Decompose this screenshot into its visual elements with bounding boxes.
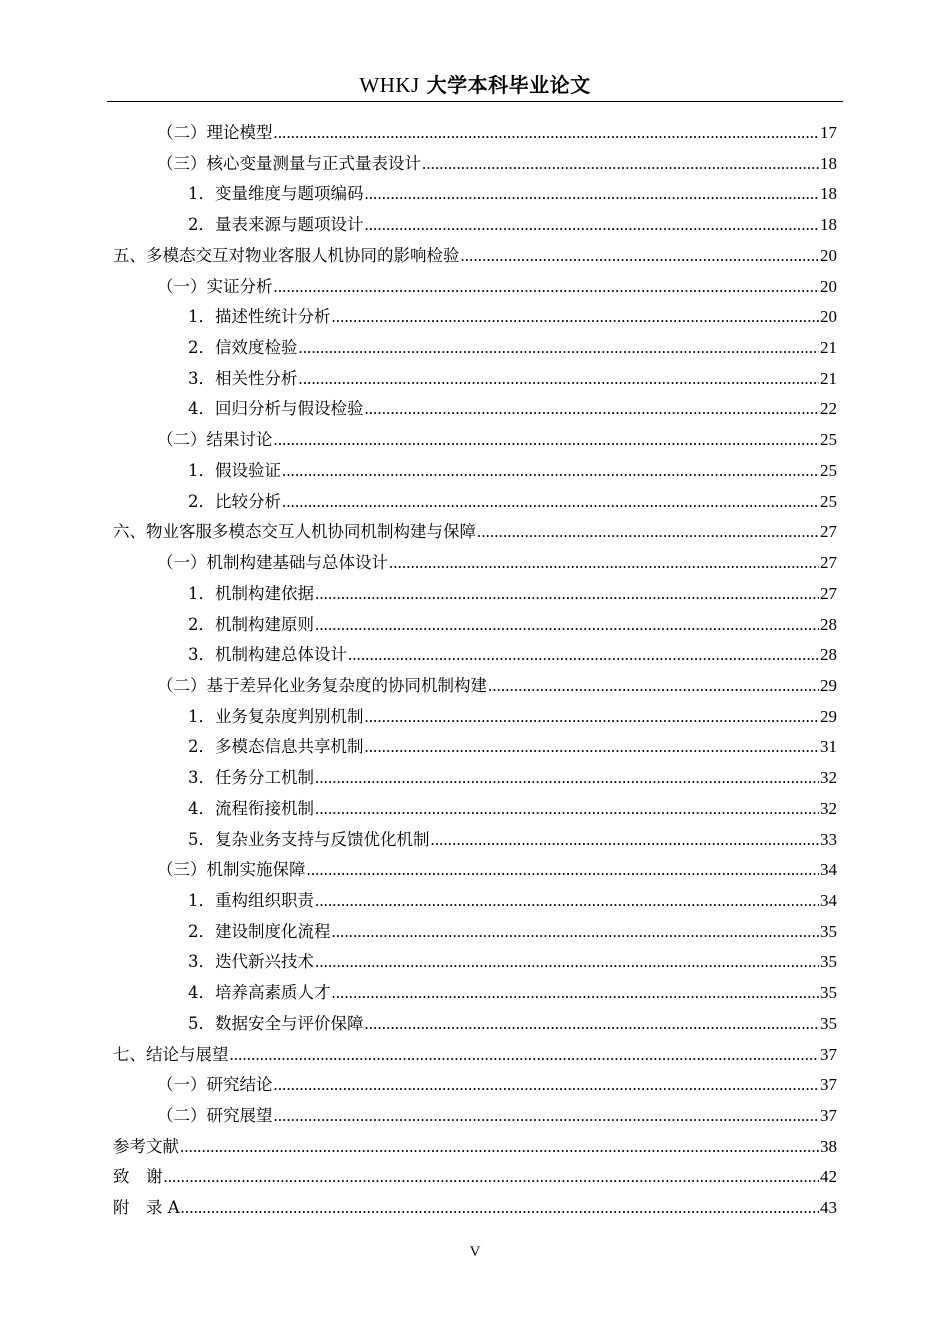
toc-entry-page: 25 xyxy=(820,491,837,511)
dot-leader xyxy=(230,1040,820,1070)
toc-entry[interactable] xyxy=(188,1009,837,1039)
toc-entry-page: 43 xyxy=(820,1198,837,1218)
toc-entry[interactable] xyxy=(188,947,837,977)
toc-entry-title: 4．培养高素质人才 xyxy=(188,983,331,1003)
toc-entry-page: 27 xyxy=(820,522,837,542)
page-number: V xyxy=(469,1244,481,1260)
toc-entry-title: （三）核心变量测量与正式量表设计 xyxy=(157,153,421,173)
toc-entry-page: 29 xyxy=(820,706,837,726)
toc-entry-page: 35 xyxy=(820,983,837,1003)
toc-entry-title: 4．回归分析与假设检验 xyxy=(188,399,364,419)
toc-entry[interactable] xyxy=(157,272,837,302)
toc-entry-page: 32 xyxy=(820,768,837,788)
toc-entry-title: 5．复杂业务支持与反馈优化机制 xyxy=(188,829,430,849)
toc-entry[interactable] xyxy=(188,917,837,947)
dot-leader xyxy=(365,1009,820,1039)
dot-leader xyxy=(274,1101,820,1131)
toc-entry[interactable] xyxy=(188,794,837,824)
dot-leader xyxy=(181,1193,819,1223)
toc-entry-page: 37 xyxy=(820,1075,837,1095)
toc-entry-page: 31 xyxy=(820,737,837,757)
toc-entry-page: 25 xyxy=(820,460,837,480)
toc-entry-page: 34 xyxy=(820,891,837,910)
dot-leader xyxy=(365,179,820,209)
toc-entry-page: 28 xyxy=(820,614,837,634)
dot-leader xyxy=(315,763,819,793)
toc-entry-title: （二）理论模型 xyxy=(157,123,273,142)
toc-entry-page: 18 xyxy=(820,184,837,204)
toc-entry[interactable] xyxy=(113,1132,837,1162)
toc-entry[interactable] xyxy=(157,1070,837,1100)
dot-leader xyxy=(477,517,819,547)
toc-entry-page: 20 xyxy=(820,276,837,296)
dot-leader xyxy=(332,917,820,947)
toc-entry-title: 参考文献 xyxy=(113,1136,179,1156)
toc-entry-page: 34 xyxy=(820,860,837,880)
toc-entry-title: 致 谢 xyxy=(113,1167,163,1187)
toc-entry-title: 2．多模态信息共享机制 xyxy=(188,737,364,757)
toc-entry[interactable] xyxy=(188,640,837,670)
toc-entry-page: 22 xyxy=(820,399,837,419)
toc-entry-page: 37 xyxy=(820,1044,837,1064)
toc-entry-title: 七、结论与展望 xyxy=(113,1044,229,1064)
dot-leader xyxy=(422,149,819,179)
toc-entry[interactable] xyxy=(113,517,837,547)
toc-entry-title: （一）研究结论 xyxy=(157,1075,273,1095)
toc-entry-page: 21 xyxy=(820,368,837,388)
toc-entry[interactable] xyxy=(188,210,837,240)
toc-entry[interactable] xyxy=(188,978,837,1008)
toc-entry-title: 六、物业客服多模态交互人机协同机制构建与保障 xyxy=(113,522,476,542)
toc-entry[interactable] xyxy=(113,1162,837,1192)
toc-entry-page: 35 xyxy=(820,952,837,972)
toc-entry[interactable] xyxy=(157,425,837,455)
toc-entry[interactable] xyxy=(188,302,837,332)
header-latin: WHKJ xyxy=(359,73,420,97)
dot-leader xyxy=(315,947,819,977)
toc-entry-title: 2．建设制度化流程 xyxy=(188,921,331,941)
dot-leader xyxy=(274,118,820,148)
toc-entry-title: 1．假设验证 xyxy=(188,460,281,480)
toc-entry-title: 1．描述性统计分析 xyxy=(188,307,331,327)
toc-entry-title: 附 录 A xyxy=(113,1198,180,1218)
toc-entry-page: 35 xyxy=(820,1013,837,1033)
toc-entry-title: 2．信效度检验 xyxy=(188,338,298,358)
toc-entry-title: 1．变量维度与题项编码 xyxy=(188,184,364,204)
toc-entry-page: 33 xyxy=(820,829,837,849)
toc-entry[interactable] xyxy=(157,1101,837,1131)
toc-entry-title: 4．流程衔接机制 xyxy=(188,798,314,818)
dot-leader xyxy=(389,548,819,578)
toc-entry-title: 3．机制构建总体设计 xyxy=(188,645,347,665)
toc-entry[interactable] xyxy=(188,732,837,762)
toc-entry[interactable] xyxy=(188,394,837,424)
dot-leader xyxy=(315,794,819,824)
toc-entry-title: 3．相关性分析 xyxy=(188,368,298,388)
dot-leader xyxy=(488,671,819,701)
dot-leader xyxy=(315,579,819,609)
toc-entry-title: 2．机制构建原则 xyxy=(188,614,314,634)
toc-entry[interactable] xyxy=(188,579,837,609)
toc-entry-page: 25 xyxy=(820,430,837,450)
toc-entry[interactable] xyxy=(188,179,837,209)
toc-entry-title: 2．比较分析 xyxy=(188,491,281,511)
toc-entry-page: 18 xyxy=(820,153,837,173)
dot-leader xyxy=(461,241,820,271)
dot-leader xyxy=(315,610,819,640)
toc-entry[interactable] xyxy=(188,763,837,793)
dot-leader xyxy=(365,394,820,424)
toc-entry[interactable] xyxy=(188,886,837,916)
dot-leader xyxy=(332,302,820,332)
toc-entry[interactable] xyxy=(113,241,837,271)
toc-entry-title: 2．量表来源与题项设计 xyxy=(188,215,364,235)
toc-entry-title: （一）实证分析 xyxy=(157,276,273,296)
toc-entry-title: （三）机制实施保障 xyxy=(157,860,306,880)
dot-leader xyxy=(274,1070,820,1100)
toc-entry-page: 37 xyxy=(820,1106,837,1126)
toc-entry-page: 27 xyxy=(820,553,837,573)
dot-leader xyxy=(348,640,819,670)
dot-leader xyxy=(299,364,820,394)
toc-entry-title: 五、多模态交互对物业客服人机协同的影响检验 xyxy=(113,245,460,265)
dot-leader xyxy=(164,1162,820,1192)
header-title: 大学本科毕业论文 xyxy=(426,73,591,97)
dot-leader xyxy=(282,456,819,486)
toc-entry[interactable] xyxy=(113,1193,837,1223)
toc-entry-title: 3．迭代新兴技术 xyxy=(188,952,314,972)
dot-leader xyxy=(274,272,820,302)
toc-entry-page: 20 xyxy=(820,307,837,327)
toc-entry-title: 1．业务复杂度判别机制 xyxy=(188,706,364,726)
dot-leader xyxy=(282,487,819,517)
toc-entry[interactable] xyxy=(157,149,837,179)
toc-entry-page: 32 xyxy=(820,798,837,818)
toc-entry-title: 3．任务分工机制 xyxy=(188,768,314,788)
dot-leader xyxy=(315,886,819,916)
toc-entry[interactable] xyxy=(188,825,837,855)
toc-entry-page: 38 xyxy=(820,1136,837,1156)
toc-entry[interactable] xyxy=(157,855,837,885)
toc-entry[interactable] xyxy=(188,487,837,517)
toc-entry[interactable] xyxy=(188,333,837,363)
toc-entry[interactable] xyxy=(188,364,837,394)
dot-leader xyxy=(431,825,820,855)
toc-entry[interactable] xyxy=(157,671,837,701)
dot-leader xyxy=(332,978,820,1008)
dot-leader xyxy=(365,732,820,762)
toc-entry[interactable] xyxy=(188,702,837,732)
toc-entry-page: 28 xyxy=(820,645,837,665)
dot-leader xyxy=(365,210,820,240)
toc-entry-page: 35 xyxy=(820,921,837,941)
toc-entry[interactable] xyxy=(157,548,837,578)
toc-entry-page: 27 xyxy=(820,583,837,603)
toc-entry-title: （二）结果讨论 xyxy=(157,430,273,450)
toc-entry-page: 17 xyxy=(820,123,837,142)
toc-entry[interactable] xyxy=(157,118,837,148)
toc-entry[interactable] xyxy=(188,456,837,486)
dot-leader xyxy=(180,1132,819,1162)
toc-entry-page: 21 xyxy=(820,338,837,358)
toc-entry-title: （二）研究展望 xyxy=(157,1106,273,1126)
toc-entry-title: 1．机制构建依据 xyxy=(188,583,314,603)
dot-leader xyxy=(365,702,820,732)
toc-entry-title: （二）基于差异化业务复杂度的协同机制构建 xyxy=(157,675,487,695)
toc-entry-page: 18 xyxy=(820,215,837,235)
toc-entry-page: 29 xyxy=(820,675,837,695)
toc-entry-title: 5．数据安全与评价保障 xyxy=(188,1013,364,1033)
toc-entry-title: （一）机制构建基础与总体设计 xyxy=(157,553,388,573)
page-header xyxy=(107,70,843,102)
toc-entry[interactable] xyxy=(113,1040,837,1070)
toc-entry-page: 20 xyxy=(820,245,837,265)
toc-entry[interactable] xyxy=(188,610,837,640)
toc-entry-page: 42 xyxy=(820,1167,837,1187)
dot-leader xyxy=(307,855,820,885)
toc-entry-title: 1．重构组织职责 xyxy=(188,891,314,910)
dot-leader xyxy=(274,425,820,455)
dot-leader xyxy=(299,333,820,363)
